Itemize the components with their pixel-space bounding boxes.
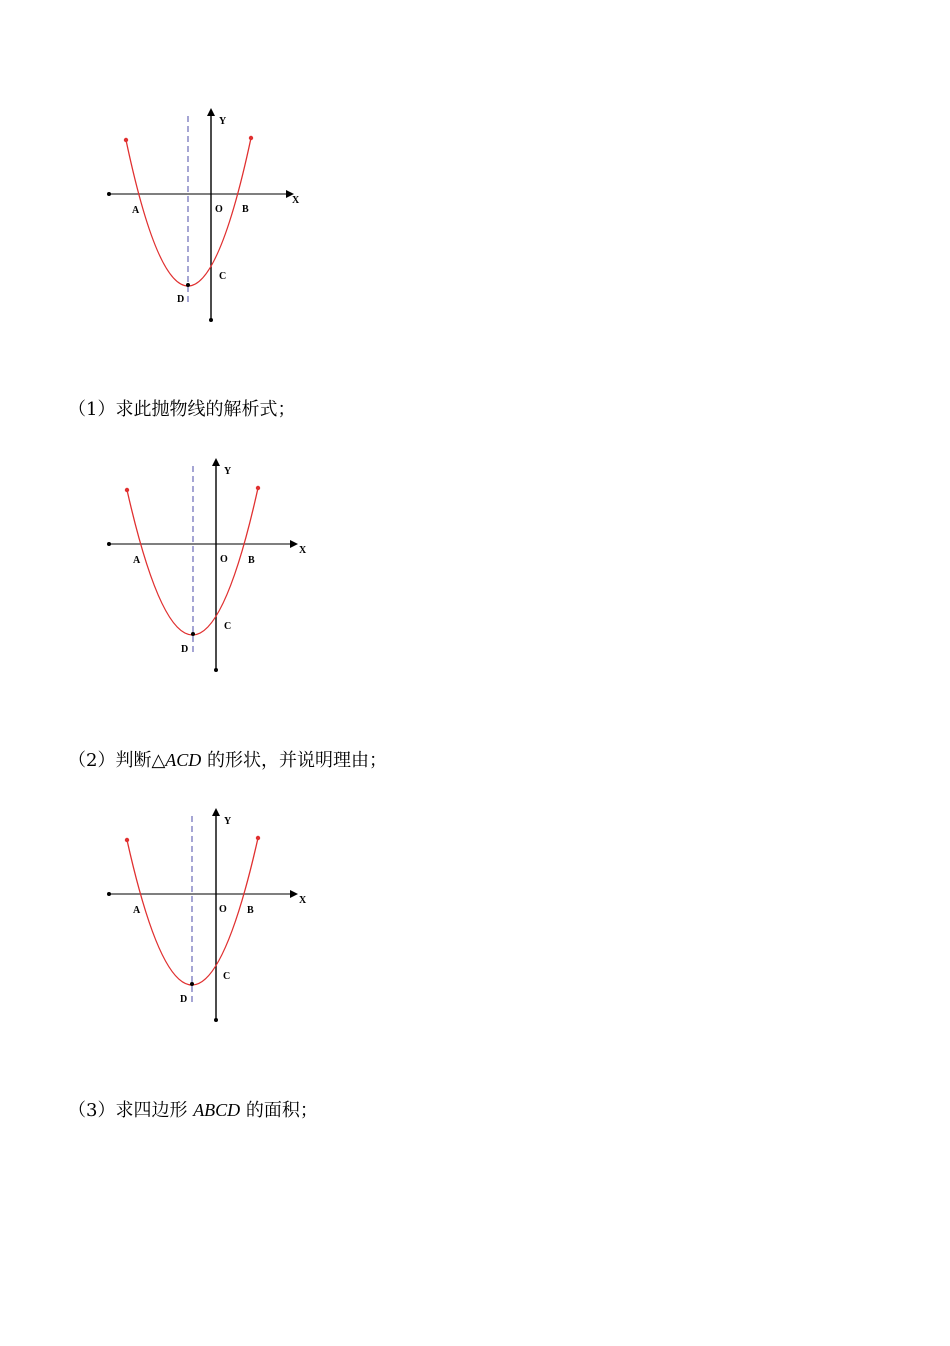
point-o-label: O: [220, 554, 228, 565]
curve-endpoint-right: [256, 486, 260, 490]
x-axis-label: X: [292, 195, 300, 206]
question-text: （2）判断△: [68, 750, 166, 771]
curve-endpoint-left: [125, 488, 129, 492]
question-text: （1）求此抛物线的解析式；: [68, 399, 296, 420]
point-c-label: C: [219, 271, 227, 282]
y-axis-arrow-icon: [212, 808, 220, 816]
vertex-point: [190, 982, 194, 986]
y-axis-end-point: [209, 318, 213, 322]
point-o-label: O: [215, 204, 223, 215]
parabola-figure-1: [100, 106, 310, 328]
parabola-figure-3: [100, 806, 310, 1028]
point-a-label: A: [133, 555, 141, 566]
parabola-diagram: [100, 806, 310, 1028]
y-axis-label: Y: [224, 466, 232, 477]
curve-endpoint-right: [256, 836, 260, 840]
parabola-diagram: [100, 106, 310, 328]
vertex-point: [191, 632, 195, 636]
y-axis-label: Y: [224, 816, 232, 827]
point-b-label: B: [248, 555, 255, 566]
x-axis-start-point: [107, 892, 111, 896]
x-axis-label: X: [299, 545, 307, 556]
point-c-label: C: [223, 971, 231, 982]
point-o-label: O: [219, 904, 227, 915]
question-text: （3）求四边形: [68, 1100, 194, 1121]
question-text-suffix: 的面积；: [240, 1100, 318, 1121]
point-b-label: B: [247, 905, 254, 916]
parabola-diagram: [100, 456, 310, 678]
x-axis-start-point: [107, 542, 111, 546]
curve-endpoint-right: [249, 136, 253, 140]
question-2: [68, 748, 387, 773]
point-b-label: B: [242, 204, 249, 215]
x-axis-start-point: [107, 192, 111, 196]
point-a-label: A: [132, 205, 140, 216]
curve-endpoint-left: [125, 838, 129, 842]
y-axis-arrow-icon: [207, 108, 215, 116]
quadrilateral-name: ABCD: [193, 1100, 241, 1120]
point-c-label: C: [224, 621, 232, 632]
point-a-label: A: [133, 905, 141, 916]
point-d-label: D: [180, 994, 188, 1005]
y-axis-label: Y: [219, 116, 227, 127]
question-3: [68, 1098, 318, 1123]
y-axis-end-point: [214, 1018, 218, 1022]
x-axis-label: X: [299, 895, 307, 906]
point-d-label: D: [177, 294, 185, 305]
question-text-suffix: 的形状，并说明理由；: [201, 750, 388, 771]
x-axis-arrow-icon: [290, 890, 298, 898]
parabola-figure-2: [100, 456, 310, 678]
y-axis-end-point: [214, 668, 218, 672]
point-d-label: D: [181, 644, 189, 655]
vertex-point: [186, 283, 190, 287]
y-axis-arrow-icon: [212, 458, 220, 466]
question-1: [68, 398, 295, 422]
triangle-name: ACD: [165, 750, 202, 770]
x-axis-arrow-icon: [290, 540, 298, 548]
curve-endpoint-left: [124, 138, 128, 142]
